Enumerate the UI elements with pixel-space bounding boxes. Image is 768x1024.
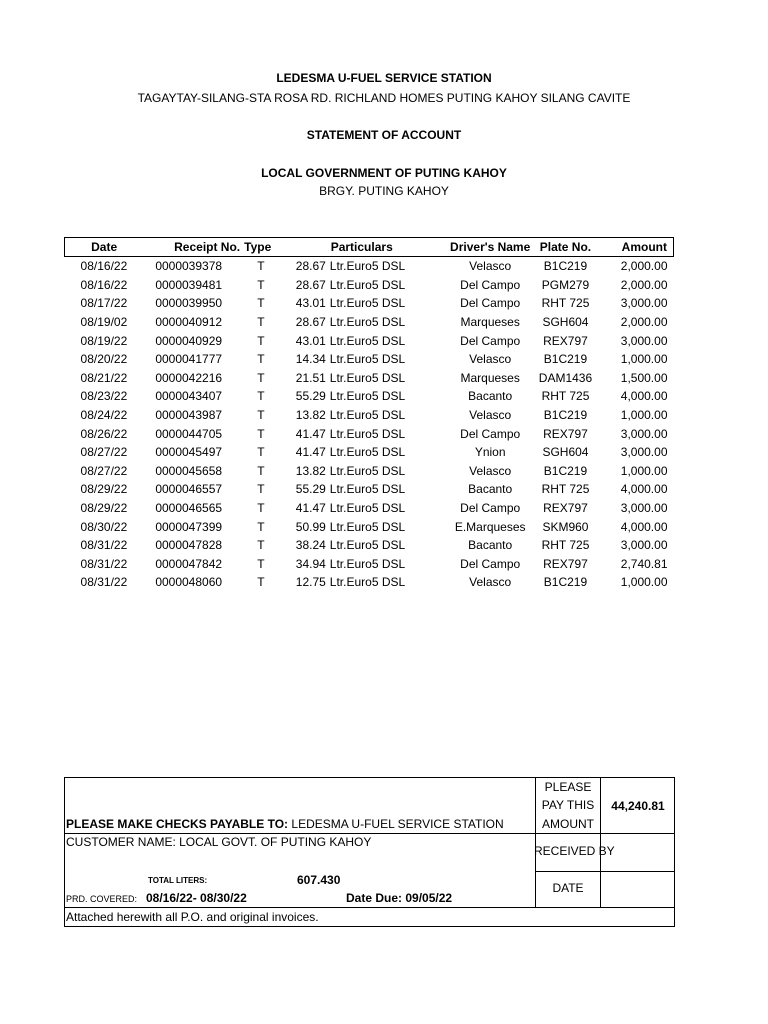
table-row <box>65 350 674 369</box>
cell-driver: Bacanto <box>468 538 513 553</box>
cell-particulars <box>278 387 446 406</box>
cell-type: T <box>257 408 265 423</box>
statement-table <box>64 237 674 592</box>
cell-amount: 1,000.00 <box>620 408 668 423</box>
cell-driver: Del Campo <box>460 426 521 441</box>
station-address: TAGAYTAY-SILANG-STA ROSA RD. RICHLAND HOMES PUTING KAHOY SILANG CAVITE <box>137 91 631 105</box>
cell-type: T <box>257 315 265 330</box>
cell-plate: SGH604 <box>542 445 589 460</box>
cell-receipt: 0000043987 <box>155 408 223 423</box>
cell-product: Ltr.Euro5 DSL <box>329 482 406 497</box>
cell-driver: Marqueses <box>460 315 520 330</box>
cell-particulars <box>278 294 446 313</box>
cell-product: Ltr.Euro5 DSL <box>329 352 406 367</box>
cell-date: 08/30/22 <box>80 519 128 534</box>
cell-type: T <box>257 333 265 348</box>
cell-type: T <box>257 277 265 292</box>
cell-driver: Marqueses <box>460 370 520 385</box>
cell-type: T <box>257 352 265 367</box>
cell-plate: B1C219 <box>543 575 588 590</box>
cell-type: T <box>257 463 265 478</box>
received-by-text: RECEIVED BY <box>534 844 615 858</box>
cell-plate: B1C219 <box>543 408 588 423</box>
cell-product: Ltr.Euro5 DSL <box>329 426 406 441</box>
cell-product: Ltr.Euro5 DSL <box>329 315 406 330</box>
payable-to: LEDESMA U-FUEL SERVICE STATION <box>291 817 504 831</box>
cell-driver: Del Campo <box>460 501 521 516</box>
cell-plate: RHT 725 <box>541 538 590 553</box>
cell-particulars <box>278 499 446 518</box>
cell-driver: Del Campo <box>460 333 521 348</box>
cell-driver: Bacanto <box>468 389 513 404</box>
cell-date: 08/17/22 <box>80 296 128 311</box>
cell-particulars <box>278 369 446 388</box>
station-name: LEDESMA U-FUEL SERVICE STATION <box>276 71 492 85</box>
cell-plate: REX797 <box>543 426 588 441</box>
cell-amount: 3,000.00 <box>620 501 668 516</box>
cell-type: T <box>257 538 265 553</box>
cell-product: Ltr.Euro5 DSL <box>329 333 406 348</box>
table-body <box>65 257 674 592</box>
cell-type: T <box>257 501 265 516</box>
please-label: PLEASE <box>544 780 592 794</box>
cell-receipt: 0000040912 <box>155 315 223 330</box>
cell-product: Ltr.Euro5 DSL <box>329 538 406 553</box>
cell-driver: Velasco <box>469 352 512 367</box>
cell-liters: 12.75 <box>295 575 326 590</box>
cell-amount: 3,000.00 <box>620 426 668 441</box>
table-row <box>65 313 674 332</box>
cell-type: T <box>257 259 265 274</box>
cell-amount: 3,000.00 <box>620 445 668 460</box>
cell-liters: 28.67 <box>295 259 326 274</box>
table-row <box>65 369 674 388</box>
cell-liters: 13.82 <box>295 463 326 478</box>
cell-plate: DAM1436 <box>538 370 593 385</box>
cell-product: Ltr.Euro5 DSL <box>329 556 406 571</box>
col-date: Date <box>65 238 144 257</box>
cell-amount: 2,740.81 <box>620 556 668 571</box>
payable-label: PLEASE MAKE CHECKS PAYABLE TO: <box>66 817 289 831</box>
cell-date: 08/21/22 <box>80 370 128 385</box>
cell-liters: 28.67 <box>295 315 326 330</box>
table-row <box>65 480 674 499</box>
cell-particulars <box>278 331 446 350</box>
table-row <box>65 424 674 443</box>
total-liters-value: 607.430 <box>297 873 341 887</box>
date-label: DATE <box>552 881 584 895</box>
cell-driver: Del Campo <box>460 556 521 571</box>
cell-particulars <box>278 555 446 574</box>
cell-product: Ltr.Euro5 DSL <box>329 575 406 590</box>
cell-liters: 34.94 <box>295 556 326 571</box>
table-row <box>65 555 674 574</box>
cell-plate: B1C219 <box>543 352 588 367</box>
cell-amount: 2,000.00 <box>620 259 668 274</box>
cell-plate: REX797 <box>543 556 588 571</box>
cell-receipt: 0000039378 <box>155 259 223 274</box>
cell-particulars <box>278 480 446 499</box>
cell-type: T <box>257 370 265 385</box>
table-row <box>65 276 674 295</box>
cell-date: 08/20/22 <box>80 352 128 367</box>
cell-product: Ltr.Euro5 DSL <box>329 501 406 516</box>
cell-particulars <box>278 443 446 462</box>
cell-particulars <box>278 406 446 425</box>
cell-driver: Velasco <box>469 259 512 274</box>
cell-plate: PGM279 <box>541 277 590 292</box>
cell-type: T <box>257 445 265 460</box>
cell-product: Ltr.Euro5 DSL <box>329 463 406 478</box>
cell-amount: 2,000.00 <box>620 277 668 292</box>
cell-amount: 2,000.00 <box>620 315 668 330</box>
cell-particulars <box>278 257 446 276</box>
cell-plate: SGH604 <box>542 315 589 330</box>
cell-receipt: 0000040929 <box>155 333 223 348</box>
cell-liters: 41.47 <box>295 445 326 460</box>
date-due: Date Due: 09/05/22 <box>346 891 453 905</box>
cell-particulars <box>278 462 446 481</box>
cell-type: T <box>257 296 265 311</box>
total-amount: 44,240.81 <box>611 799 665 813</box>
cell-product: Ltr.Euro5 DSL <box>329 370 406 385</box>
cell-receipt: 0000041777 <box>155 352 223 367</box>
cell-liters: 55.29 <box>295 482 326 497</box>
cell-date: 08/26/22 <box>80 426 128 441</box>
cell-type: T <box>257 426 265 441</box>
cell-amount: 4,000.00 <box>620 519 668 534</box>
cell-date: 08/16/22 <box>80 277 128 292</box>
cell-plate: RHT 725 <box>541 389 590 404</box>
cell-plate: REX797 <box>543 501 588 516</box>
col-driver: Driver's Name <box>446 238 535 257</box>
cell-date: 08/31/22 <box>80 575 128 590</box>
col-type: Type <box>244 238 278 257</box>
cell-date: 08/23/22 <box>80 389 128 404</box>
cell-plate: REX797 <box>543 333 588 348</box>
table-row <box>65 387 674 406</box>
cell-amount: 1,000.00 <box>620 352 668 367</box>
cell-particulars <box>278 517 446 536</box>
cell-date: 08/31/22 <box>80 556 128 571</box>
col-receipt: Receipt No. <box>143 238 244 257</box>
cell-particulars <box>278 313 446 332</box>
cell-driver: Del Campo <box>460 277 521 292</box>
cell-liters: 13.82 <box>295 408 326 423</box>
table-header-row <box>65 238 674 257</box>
cell-receipt: 0000045497 <box>155 445 223 460</box>
cell-amount: 3,000.00 <box>620 333 668 348</box>
cell-plate: B1C219 <box>543 463 588 478</box>
cell-liters: 21.51 <box>295 370 326 385</box>
cell-amount: 1,000.00 <box>620 575 668 590</box>
cell-receipt: 0000048060 <box>155 575 223 590</box>
cell-amount: 3,000.00 <box>620 296 668 311</box>
cell-date: 08/31/22 <box>80 538 128 553</box>
cell-amount: 4,000.00 <box>620 482 668 497</box>
cell-amount: 1,000.00 <box>620 463 668 478</box>
cell-type: T <box>257 519 265 534</box>
cell-receipt: 0000046565 <box>155 501 223 516</box>
table-row <box>65 257 674 276</box>
cell-plate: B1C219 <box>543 259 588 274</box>
received-by-label <box>534 844 615 858</box>
cell-receipt: 0000045658 <box>155 463 223 478</box>
cell-driver: Bacanto <box>468 482 513 497</box>
cell-type: T <box>257 389 265 404</box>
cell-date: 08/16/22 <box>80 259 128 274</box>
barangay-heading: BRGY. PUTING KAHOY <box>319 184 449 198</box>
cell-type: T <box>257 575 265 590</box>
cell-liters: 55.29 <box>295 389 326 404</box>
cell-date: 08/24/22 <box>80 408 128 423</box>
cell-date: 08/27/22 <box>80 445 128 460</box>
cell-liters: 41.47 <box>295 426 326 441</box>
cell-receipt: 0000046557 <box>155 482 223 497</box>
checks-payable-line <box>66 817 504 831</box>
cell-plate: RHT 725 <box>541 296 590 311</box>
period-covered-value: 08/16/22- 08/30/22 <box>146 891 247 905</box>
cell-date: 08/29/22 <box>80 482 128 497</box>
table-row <box>65 536 674 555</box>
cell-receipt: 0000044705 <box>155 426 223 441</box>
cell-amount: 1,500.00 <box>620 370 668 385</box>
cell-plate: RHT 725 <box>541 482 590 497</box>
cell-driver: Del Campo <box>460 296 521 311</box>
cell-product: Ltr.Euro5 DSL <box>329 259 406 274</box>
table-row <box>65 517 674 536</box>
cell-particulars <box>278 276 446 295</box>
cell-liters: 38.24 <box>295 538 326 553</box>
cell-driver: Ynion <box>474 445 506 460</box>
cell-receipt: 0000047842 <box>155 556 223 571</box>
table-row <box>65 462 674 481</box>
cell-receipt: 0000039481 <box>155 277 223 292</box>
table-row <box>65 499 674 518</box>
cell-driver: E.Marqueses <box>454 519 526 534</box>
customer-name: CUSTOMER NAME: LOCAL GOVT. OF PUTING KAHOY <box>66 835 372 849</box>
cell-product: Ltr.Euro5 DSL <box>329 408 406 423</box>
cell-product: Ltr.Euro5 DSL <box>329 296 406 311</box>
cell-date: 08/19/02 <box>80 315 128 330</box>
table-row <box>65 406 674 425</box>
cell-liters: 41.47 <box>295 501 326 516</box>
cell-type: T <box>257 556 265 571</box>
cell-date: 08/29/22 <box>80 501 128 516</box>
col-particulars: Particulars <box>278 238 446 257</box>
table-row <box>65 294 674 313</box>
cell-particulars <box>278 424 446 443</box>
cell-particulars <box>278 573 446 592</box>
payment-footer <box>64 777 675 927</box>
attachment-note: Attached herewith all P.O. and original invoices. <box>66 910 319 924</box>
cell-driver: Velasco <box>469 408 512 423</box>
amount-label: AMOUNT <box>542 817 594 831</box>
cell-liters: 14.34 <box>295 352 326 367</box>
cell-plate: SKM960 <box>542 519 589 534</box>
cell-liters: 28.67 <box>295 277 326 292</box>
period-covered-label: PRD. COVERED: <box>66 894 138 904</box>
cell-product: Ltr.Euro5 DSL <box>329 277 406 292</box>
cell-type: T <box>257 482 265 497</box>
total-liters-label: TOTAL LITERS: <box>148 876 208 885</box>
cell-liters: 43.01 <box>295 296 326 311</box>
cell-driver: Velasco <box>469 463 512 478</box>
cell-driver: Velasco <box>469 575 512 590</box>
cell-receipt: 0000047399 <box>155 519 223 534</box>
cell-receipt: 0000043407 <box>155 389 223 404</box>
cell-date: 08/19/22 <box>80 333 128 348</box>
cell-product: Ltr.Euro5 DSL <box>329 445 406 460</box>
cell-liters: 43.01 <box>295 333 326 348</box>
table-row <box>65 573 674 592</box>
cell-product: Ltr.Euro5 DSL <box>329 519 406 534</box>
cell-particulars <box>278 350 446 369</box>
cell-receipt: 0000042216 <box>155 370 223 385</box>
cell-receipt: 0000047828 <box>155 538 223 553</box>
document-title: STATEMENT OF ACCOUNT <box>306 128 462 142</box>
cell-product: Ltr.Euro5 DSL <box>329 389 406 404</box>
table-row <box>65 331 674 350</box>
cell-date: 08/27/22 <box>80 463 128 478</box>
cell-receipt: 0000039950 <box>155 296 223 311</box>
col-plate: Plate No. <box>535 238 597 257</box>
pay-this-label: PAY THIS <box>541 798 595 812</box>
table-row <box>65 443 674 462</box>
customer-heading: LOCAL GOVERNMENT OF PUTING KAHOY <box>261 166 507 180</box>
cell-amount: 4,000.00 <box>620 389 668 404</box>
col-amount: Amount <box>596 238 673 257</box>
cell-liters: 50.99 <box>295 519 326 534</box>
cell-amount: 3,000.00 <box>620 538 668 553</box>
cell-particulars <box>278 536 446 555</box>
